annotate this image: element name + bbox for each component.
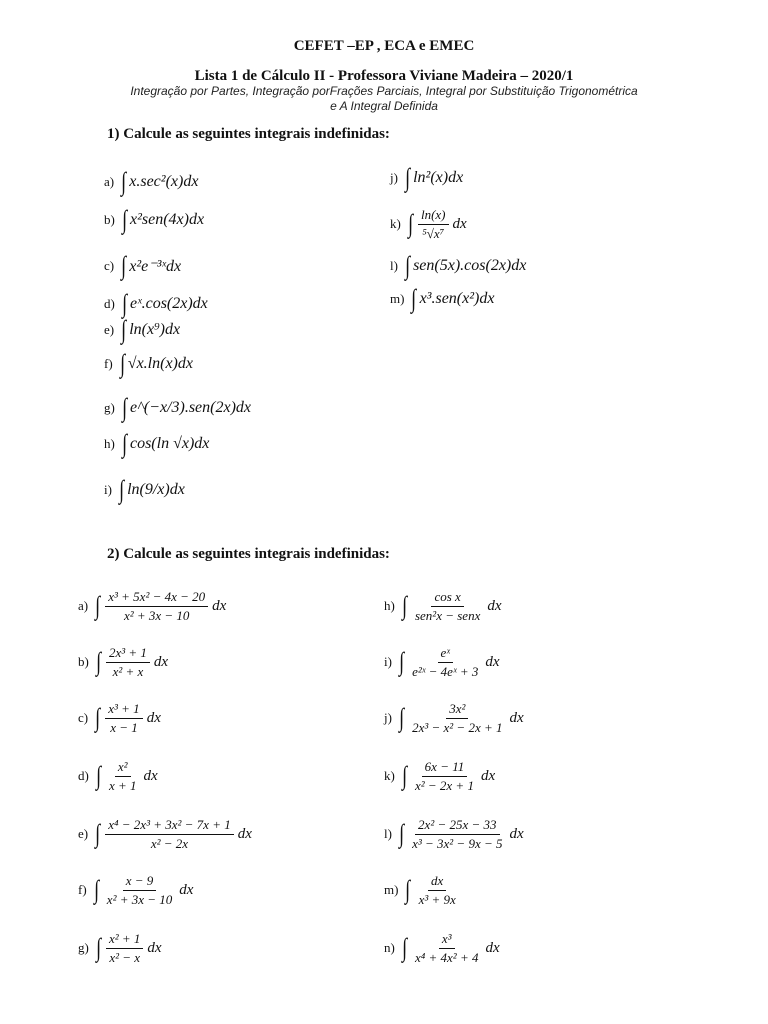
integral-sign-icon: ∫: [95, 819, 101, 848]
list-item: [384, 698, 524, 738]
integrand: cos(ln √x)dx: [129, 435, 210, 452]
list-item: [384, 756, 495, 796]
item-label: j): [384, 710, 392, 725]
list-item: [390, 279, 494, 319]
differential: dx: [509, 709, 524, 726]
list-item: [78, 814, 252, 854]
fraction: [106, 759, 140, 794]
integrand: ln(9/x)dx: [127, 481, 185, 498]
integral-expression: [404, 253, 526, 279]
fraction-denominator: x² − 2x: [150, 835, 189, 851]
integral-sign-icon: ∫: [399, 703, 405, 732]
item-label: c): [104, 258, 115, 273]
item-label: d): [104, 296, 115, 311]
fraction-numerator: 6x − 11: [422, 759, 468, 777]
integrand: x²e⁻³ˣdx: [129, 258, 182, 275]
integral-expression: [118, 477, 185, 503]
integral-expression: [398, 817, 524, 852]
differential: dx: [153, 653, 169, 670]
fraction: [412, 759, 477, 794]
list-item: [384, 870, 461, 910]
integral-sign-icon: ∫: [121, 429, 127, 458]
integral-sign-icon: ∫: [95, 703, 101, 732]
list-item: [390, 158, 463, 198]
integral-sign-icon: ∫: [405, 875, 411, 904]
fraction-numerator: ln(x): [418, 207, 449, 225]
list-item: [104, 344, 193, 384]
differential: dx: [147, 939, 162, 956]
integral-expression: [401, 931, 500, 966]
item-label: m): [390, 291, 405, 306]
fraction-numerator: 2x² − 25x − 33: [415, 817, 499, 835]
fraction-denominator: x² + x: [112, 663, 144, 679]
integral-expression: [93, 873, 194, 908]
list-item: [78, 870, 193, 910]
fraction-numerator: 2x³ + 1: [106, 645, 150, 663]
fraction-denominator: x⁴ + 4x² + 4: [414, 949, 479, 965]
integral-sign-icon: ∫: [119, 349, 125, 378]
fraction-denominator: x + 1: [108, 777, 137, 793]
fraction-denominator: x² + 3x − 10: [123, 607, 190, 623]
integrand: e^(−x/3).sen(2x)dx: [129, 399, 252, 416]
integral-expression: [120, 317, 180, 343]
list-item: [78, 642, 168, 682]
integral-sign-icon: ∫: [399, 819, 405, 848]
integral-expression: [121, 395, 251, 421]
list-item: [390, 204, 467, 244]
fraction-numerator: eˣ: [438, 645, 453, 663]
integral-sign-icon: ∫: [405, 251, 411, 280]
item-label: b): [78, 654, 89, 669]
list-item: [78, 928, 162, 968]
item-label: g): [104, 400, 115, 415]
integral-sign-icon: ∫: [93, 875, 99, 904]
integral-expression: [121, 431, 210, 457]
document-title: CEFET –EP , ECA e EMEC: [293, 38, 475, 54]
item-label: f): [104, 356, 113, 371]
fraction: [105, 817, 233, 852]
fraction: [104, 873, 175, 908]
differential: dx: [487, 597, 502, 614]
integral-sign-icon: ∫: [401, 933, 407, 962]
list-item: [78, 756, 158, 796]
differential: dx: [485, 939, 500, 956]
fraction-numerator: x² + 1: [106, 931, 143, 949]
integral-expression: [401, 759, 495, 794]
item-label: n): [384, 940, 395, 955]
fraction: [105, 589, 208, 624]
integral-expression: [398, 645, 500, 680]
list-item: [104, 424, 209, 464]
integrand: ln(x⁹)dx: [129, 321, 181, 338]
fraction-numerator: x⁴ − 2x³ + 3x² − 7x + 1: [105, 817, 233, 835]
section1-heading: 1) Calcule as seguintes integrais indefinidas:: [107, 126, 390, 142]
fraction-numerator: x²: [115, 759, 131, 777]
integral-expression: [120, 253, 181, 279]
differential: dx: [143, 767, 158, 784]
item-label: g): [78, 940, 89, 955]
integral-sign-icon: ∫: [121, 205, 127, 234]
differential: dx: [179, 881, 194, 898]
integral-sign-icon: ∫: [405, 163, 411, 192]
item-label: a): [104, 174, 115, 189]
integral-sign-icon: ∫: [121, 289, 127, 318]
integral-expression: [95, 759, 158, 794]
fraction: [106, 931, 143, 966]
integrand: x³.sen(x²)dx: [419, 290, 495, 307]
fraction: [105, 701, 142, 736]
list-item: [104, 162, 198, 202]
integral-expression: [404, 165, 463, 191]
list-item: [78, 698, 161, 738]
integral-expression: [404, 873, 460, 908]
integral-sign-icon: ∫: [407, 209, 413, 238]
integral-expression: [95, 645, 168, 680]
fraction: [418, 207, 449, 242]
item-label: i): [104, 482, 112, 497]
fraction-denominator: ⁵√x⁷: [422, 225, 445, 241]
item-label: e): [78, 826, 89, 841]
fraction: [409, 701, 505, 736]
list-item: [104, 470, 185, 510]
integral-sign-icon: ∫: [399, 647, 405, 676]
differential: dx: [509, 825, 524, 842]
differential: dx: [480, 767, 496, 784]
differential: dx: [212, 597, 227, 614]
fraction: [106, 645, 150, 680]
fraction: [409, 645, 481, 680]
integral-expression: [94, 589, 226, 624]
integral-sign-icon: ∫: [121, 393, 127, 422]
integral-expression: [120, 169, 198, 195]
differential: dx: [485, 653, 500, 670]
fraction-denominator: sen²x − senx: [414, 607, 481, 623]
list-item: [78, 586, 226, 626]
fraction-denominator: x² − x: [109, 949, 141, 965]
integral-sign-icon: ∫: [411, 284, 417, 313]
integral-sign-icon: ∫: [401, 761, 407, 790]
item-label: h): [104, 436, 115, 451]
integral-sign-icon: ∫: [95, 647, 101, 676]
topics-line-2: e A Integral Definida: [330, 99, 438, 113]
item-label: k): [384, 768, 395, 783]
fraction-denominator: x³ − 3x² − 9x − 5: [412, 835, 503, 851]
integral-sign-icon: ∫: [121, 251, 127, 280]
fraction: [412, 931, 482, 966]
item-label: b): [104, 212, 115, 227]
integral-expression: [94, 817, 252, 852]
fraction-denominator: e²ˣ − 4eˣ + 3: [412, 663, 479, 679]
fraction-numerator: 3x²: [446, 701, 468, 719]
integrand: x.sec²(x)dx: [129, 173, 199, 190]
item-label: m): [384, 882, 399, 897]
fraction-denominator: x³ + 9x: [418, 891, 456, 907]
section2-heading: 2) Calcule as seguintes integrais indefinidas:: [107, 546, 390, 562]
fraction-numerator: cos x: [431, 589, 463, 607]
integrand: √x.ln(x)dx: [127, 355, 193, 372]
integral-sign-icon: ∫: [95, 761, 101, 790]
fraction: [416, 873, 459, 908]
fraction-numerator: dx: [428, 873, 446, 891]
integral-sign-icon: ∫: [95, 933, 101, 962]
list-item: [384, 642, 500, 682]
list-item: [104, 200, 204, 240]
fraction-numerator: x³: [439, 931, 455, 949]
integrand: ln²(x)dx: [413, 169, 464, 186]
integral-sign-icon: ∫: [121, 315, 127, 344]
integral-expression: [401, 589, 502, 624]
integral-expression: [119, 351, 193, 377]
item-label: j): [390, 170, 398, 185]
item-label: a): [78, 598, 89, 613]
item-label: f): [78, 882, 87, 897]
integral-expression: [94, 701, 161, 736]
fraction-denominator: x² + 3x − 10: [106, 891, 173, 907]
fraction-denominator: 2x³ − x² − 2x + 1: [412, 719, 503, 735]
list-item: [104, 246, 181, 286]
integrand: eˣ.cos(2x)dx: [129, 295, 208, 312]
item-label: i): [384, 654, 392, 669]
list-item: [384, 928, 500, 968]
fraction-numerator: x³ + 5x² − 4x − 20: [105, 589, 208, 607]
course-line: Lista 1 de Cálculo II - Professora Viviane Madeira – 2020/1: [194, 68, 574, 84]
item-label: h): [384, 598, 395, 613]
integral-expression: [95, 931, 162, 966]
integrand: sen(5x).cos(2x)dx: [413, 257, 527, 274]
integral-expression: [398, 701, 524, 736]
topics-line-1: Integração por Partes, Integração porFrações Parciais, Integral por Substituição Trigonométrica: [130, 84, 638, 98]
differential: dx: [146, 709, 161, 726]
fraction-numerator: x − 9: [123, 873, 157, 891]
item-label: d): [78, 768, 89, 783]
integral-expression: [410, 286, 494, 312]
item-label: l): [390, 258, 398, 273]
differential: dx: [452, 215, 467, 232]
integral-sign-icon: ∫: [401, 591, 407, 620]
list-item: [384, 586, 502, 626]
list-item: [104, 388, 251, 428]
fraction-numerator: x³ + 1: [105, 701, 142, 719]
differential: dx: [237, 825, 252, 842]
fraction: [409, 817, 505, 852]
integral-expression: [407, 207, 467, 242]
fraction-denominator: x² − 2x + 1: [414, 777, 474, 793]
item-label: k): [390, 216, 401, 231]
fraction: [412, 589, 483, 624]
integrand: x²sen(4x)dx: [129, 211, 205, 228]
item-label: l): [384, 826, 392, 841]
integral-sign-icon: ∫: [121, 167, 127, 196]
integral-sign-icon: ∫: [95, 591, 101, 620]
item-label: e): [104, 322, 115, 337]
item-label: c): [78, 710, 89, 725]
integral-sign-icon: ∫: [119, 475, 125, 504]
integral-expression: [121, 207, 204, 233]
fraction-denominator: x − 1: [110, 719, 138, 735]
list-item: [384, 814, 524, 854]
